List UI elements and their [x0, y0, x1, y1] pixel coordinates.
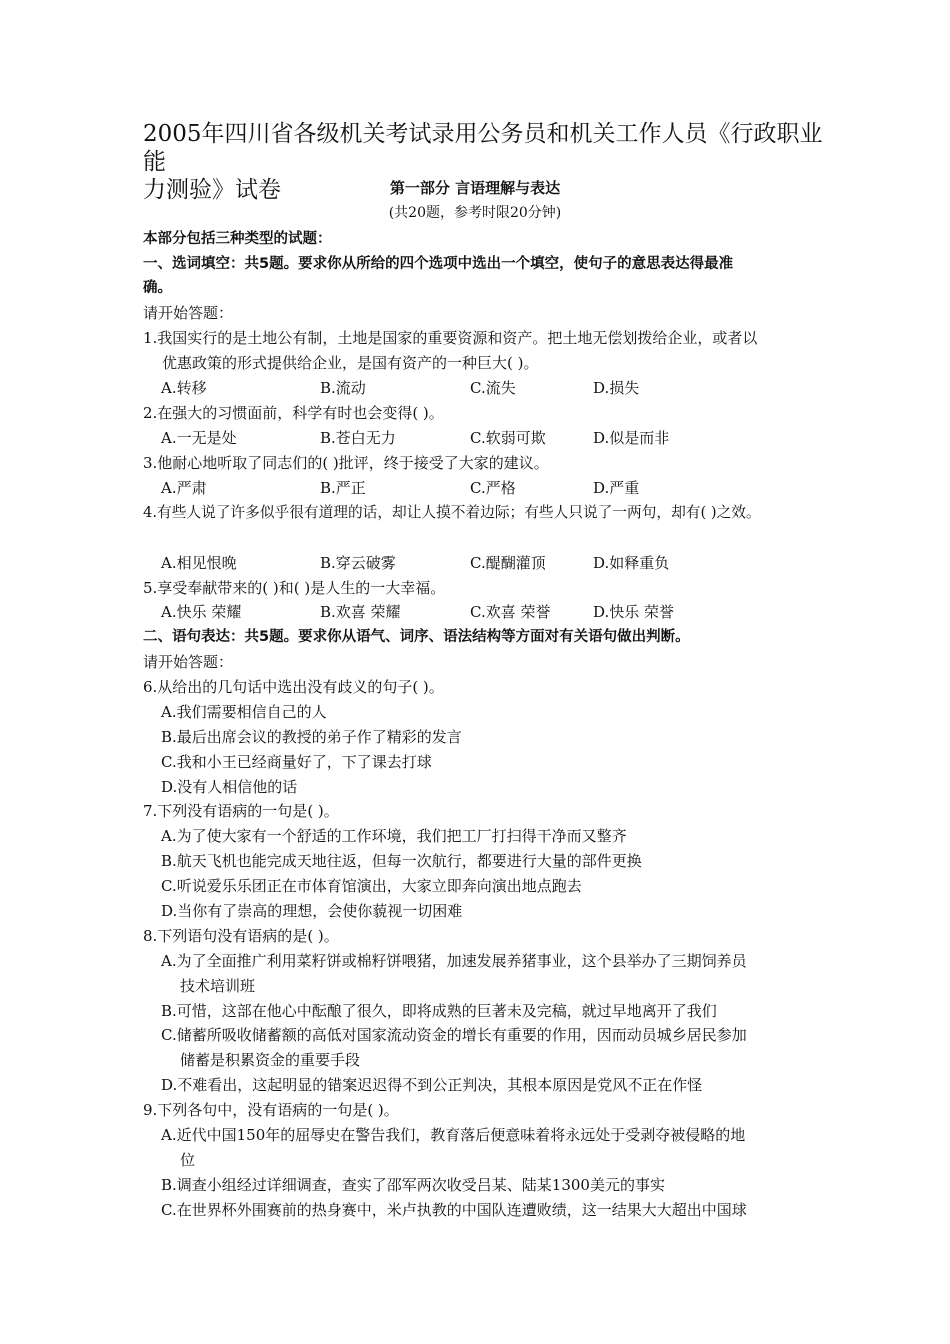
q9-option-a-cont: 位 [180, 1151, 196, 1169]
q8-option-b: B.可惜，这部在他心中酝酿了很久，即将成熟的巨著未及完稿，就过早地离开了我们 [161, 1002, 717, 1020]
q7-option-a: A.为了使大家有一个舒适的工作环境，我们把工厂打扫得干净而又整齐 [161, 827, 627, 845]
q6-option-a: A.我们需要相信自己的人 [161, 703, 327, 721]
question-1-cont: 优惠政策的形式提供给企业，是国有资产的一种巨大( )。 [162, 354, 539, 372]
section-title: 第一部分 言语理解与表达 [389, 179, 561, 197]
q9-option-c: C.在世界杯外围赛前的热身赛中，米卢执教的中国队连遭败绩，这一结果大大超出中国球 [161, 1201, 747, 1219]
q6-option-d: D.没有人相信他的话 [161, 778, 298, 796]
start-prompt-2: 请开始答题： [143, 653, 234, 671]
q7-option-b: B.航天飞机也能完成天地往返，但每一次航行，都要进行大量的部件更换 [161, 852, 642, 870]
question-6: 6.从给出的几句话中选出没有歧义的句子( )。 [143, 678, 444, 696]
question-5: 5.享受奉献带来的( )和( )是人生的一大幸福。 [143, 579, 446, 597]
q3-option-c: C.严格 [470, 479, 516, 497]
q1-option-a: A.转移 [161, 379, 207, 397]
q5-option-c: C.欢喜 荣誉 [470, 603, 551, 621]
q2-option-a: A.一无是处 [161, 429, 237, 447]
q4-option-d: D.如释重负 [593, 554, 670, 572]
q1-option-b: B.流动 [320, 379, 366, 397]
q9-option-b: B.调查小组经过详细调查，查实了邵军两次收受吕某、陆某1300美元的事实 [161, 1176, 665, 1194]
question-8: 8.下列语句没有语病的是( )。 [143, 927, 339, 945]
section-subtitle: (共20题，参考时限20分钟) [388, 205, 562, 221]
start-prompt-1: 请开始答题： [143, 304, 234, 322]
q1-option-d: D.损失 [593, 379, 640, 397]
question-1: 1.我国实行的是土地公有制，土地是国家的重要资源和资产。把土地无偿划拨给企业，或者以 [143, 329, 758, 347]
q4-option-b: B.穿云破雾 [320, 554, 396, 572]
part2-heading: 二、语句表达：共5题。要求你从语气、词序、语法结构等方面对有关语句做出判断。 [143, 629, 690, 645]
q3-option-d: D.严重 [593, 479, 640, 497]
part1-heading-cont: 确。 [143, 280, 172, 296]
part1-heading: 一、选词填空：共5题。要求你从所给的四个选项中选出一个填空，使句子的意思表达得最准 [143, 256, 734, 272]
q3-option-b: B.严正 [320, 479, 366, 497]
q6-option-b: B.最后出席会议的教授的弟子作了精彩的发言 [161, 728, 462, 746]
q1-option-c: C.流失 [470, 379, 516, 397]
q8-option-c: C.储蓄所吸收储蓄额的高低对国家流动资金的增长有重要的作用，因而动员城乡居民参加 [161, 1026, 747, 1044]
question-2: 2.在强大的习惯面前，科学有时也会变得( )。 [143, 404, 444, 422]
q9-option-a: A.近代中国150年的屈辱史在警告我们，教育落后便意味着将永远处于受剥夺被侵略的地 [161, 1126, 746, 1144]
q2-option-d: D.似是而非 [593, 429, 670, 447]
q5-option-a: A.快乐 荣耀 [161, 603, 242, 621]
q8-option-d: D.不难看出，这起明显的错案迟迟得不到公正判决，其根本原因是党风不正在作怪 [161, 1076, 703, 1094]
question-4: 4.有些人说了许多似乎很有道理的话，却让人摸不着边际；有些人只说了一两句，却有( )之效。 [143, 504, 761, 521]
q4-option-c: C.醍醐灌顶 [470, 554, 546, 572]
q2-option-c: C.软弱可欺 [470, 429, 546, 447]
q5-option-d: D.快乐 荣誉 [593, 603, 675, 621]
q5-option-b: B.欢喜 荣耀 [320, 603, 401, 621]
q6-option-c: C.我和小王已经商量好了，下了课去打球 [161, 753, 432, 771]
q3-option-a: A.严肃 [161, 479, 207, 497]
q7-option-c: C.听说爱乐乐团正在市体育馆演出，大家立即奔向演出地点跑去 [161, 877, 582, 895]
q8-option-a-cont: 技术培训班 [180, 977, 256, 995]
q8-option-c-cont: 储蓄是积累资金的重要手段 [180, 1051, 361, 1069]
q8-option-a: A.为了全面推广利用菜籽饼或棉籽饼喂猪，加速发展养猪事业，这个县举办了三期饲养员 [161, 952, 747, 970]
question-7: 7.下列没有语病的一句是( )。 [143, 802, 339, 820]
q2-option-b: B.苍白无力 [320, 429, 396, 447]
intro-text: 本部分包括三种类型的试题： [143, 231, 332, 247]
title-line-2: 力测验》试卷 [143, 177, 281, 203]
q4-option-a: A.相见恨晚 [161, 554, 237, 572]
question-9: 9.下列各句中，没有语病的一句是( )。 [143, 1101, 399, 1119]
q7-option-d: D.当你有了崇高的理想，会使你藐视一切困难 [161, 902, 463, 920]
title-line-1: 2005年四川省各级机关考试录用公务员和机关工作人员《行政职业能 [143, 121, 823, 175]
question-3: 3.他耐心地听取了同志们的( )批评，终于接受了大家的建议。 [143, 454, 549, 472]
